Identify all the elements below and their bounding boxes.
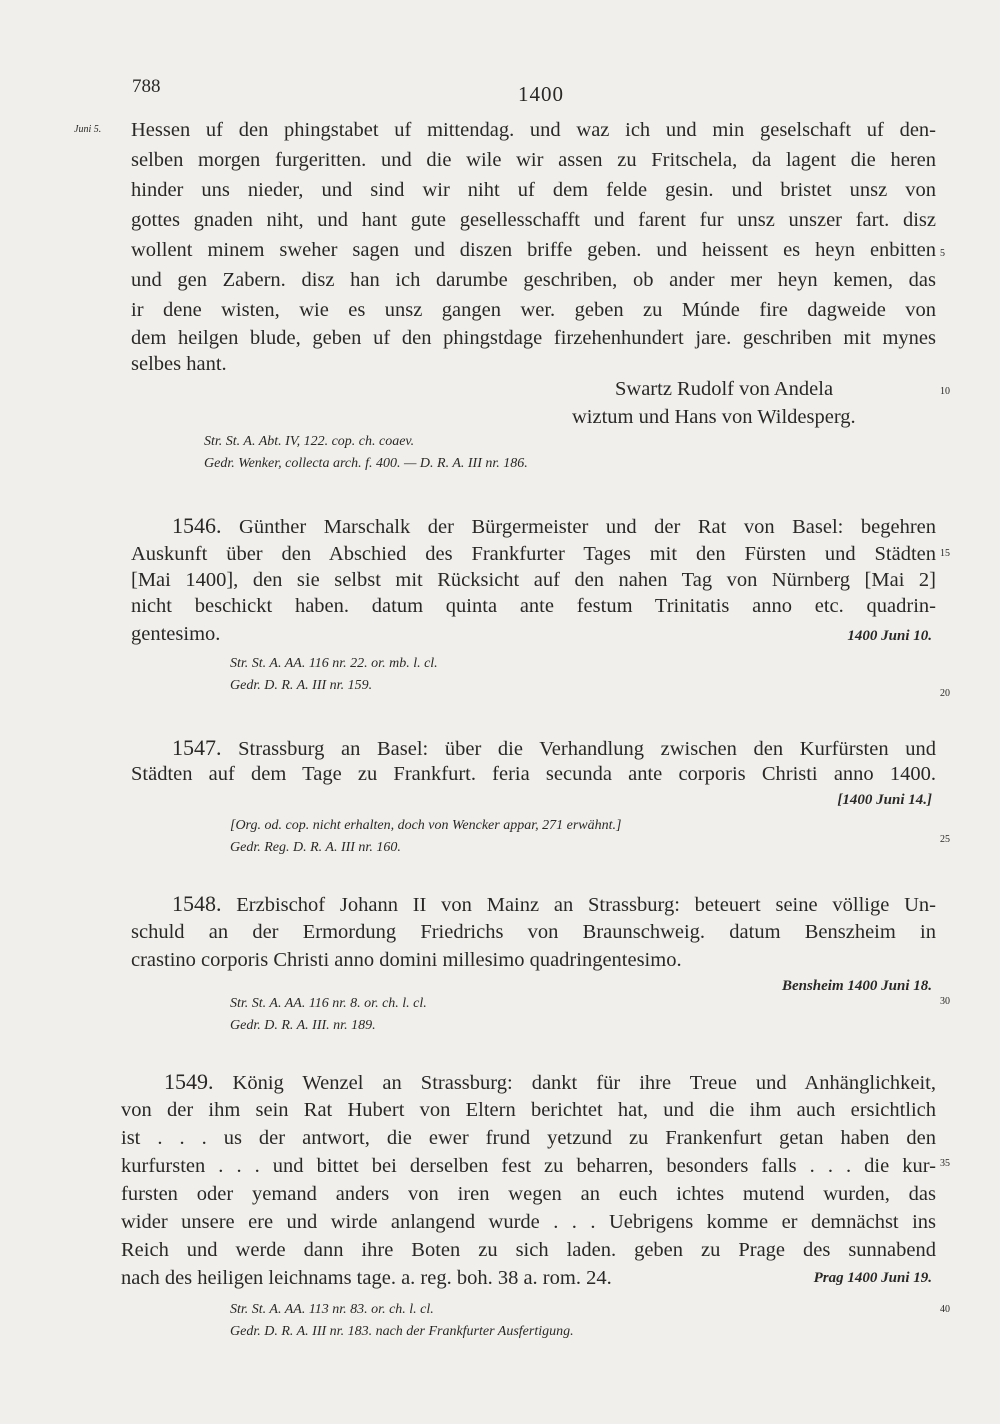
entry-date: Bensheim 1400 Juni 18.	[781, 978, 932, 994]
source-citation: Gedr. D. R. A. III. nr. 189.	[230, 1018, 376, 1033]
entry-date: Prag 1400 Juni 19.	[813, 1270, 932, 1286]
entry-heading: König Wenzel an Strassburg: dankt für ihre Treue und Anhänglichkeit,	[213, 1072, 936, 1094]
entry-number: 1548.	[172, 891, 222, 916]
body-text-line: kurfursten . . . und bittet bei derselben fest zu beharren, besonders falls . . . die kur-	[121, 1155, 936, 1177]
body-text-line: schuld an der Ermordung Friedrichs von Braunschweig. datum Benszheim in	[131, 921, 936, 943]
source-citation: Gedr. Reg. D. R. A. III nr. 160.	[230, 840, 401, 855]
line-number: 40	[940, 1304, 950, 1315]
body-text-line: ir dene wisten, wie es unsz gangen wer. geben zu Múnde fire dagweide von	[131, 299, 936, 321]
body-text-line: nach des heiligen leichnams tage. a. reg. boh. 38 a. rom. 24.	[121, 1267, 612, 1289]
entry-number: 1549.	[164, 1069, 214, 1094]
source-citation: Str. St. A. AA. 116 nr. 22. or. mb. l. cl.	[230, 656, 438, 671]
body-text-line: und gen Zabern. disz han ich darumbe geschriben, ob ander mer heyn kemen, das	[131, 269, 936, 291]
entry-heading: Günther Marschalk der Bürgermeister und der Rat von Basel: begehren	[221, 516, 936, 538]
body-text-line: dem heilgen blude, geben uf den phingstdage firzehenhundert jare. geschriben mit mynes	[131, 327, 936, 349]
body-text-line: Städten auf dem Tage zu Frankfurt. feria secunda ante corporis Christi anno 1400.	[131, 763, 936, 785]
body-text-line: nicht beschickt haben. datum quinta ante festum Trinitatis anno etc. quadrin-	[131, 595, 936, 617]
entry-first-line	[172, 514, 936, 539]
running-head: 1400	[518, 82, 564, 106]
body-text-line: gottes gnaden niht, und hant gute gesellesschafft und farent fur unsz unszer fart. disz	[131, 209, 936, 231]
line-number: 20	[940, 688, 950, 699]
entry-heading: Strassburg an Basel: über die Verhandlung zwischen den Kurfürsten und	[221, 738, 936, 760]
line-number: 15	[940, 548, 950, 559]
line-number: 30	[940, 996, 950, 1007]
source-citation: Str. St. A. AA. 116 nr. 8. or. ch. l. cl.	[230, 996, 427, 1011]
signature-line: wiztum und Hans von Wildesperg.	[572, 406, 856, 428]
entry-first-line	[172, 892, 936, 917]
line-number: 10	[940, 386, 950, 397]
body-text-line: von der ihm sein Rat Hubert von Eltern berichtet hat, und die ihm auch ersichtlich	[121, 1099, 936, 1121]
body-text-line: crastino corporis Christi anno domini millesimo quadringentesimo.	[131, 949, 682, 971]
line-number: 25	[940, 834, 950, 845]
entry-first-line	[164, 1070, 936, 1095]
body-text-line: wollent minem sweher sagen und diszen briffe geben. und heissent es heyn enbitten	[131, 239, 936, 261]
margin-date: Juni 5.	[74, 124, 102, 135]
source-citation: Gedr. Wenker, collecta arch. f. 400. — D. R. A. III nr. 186.	[204, 456, 528, 471]
body-text-line: ist . . . us der antwort, die ewer frund yetzund zu Frankenfurt getan haben den	[121, 1127, 936, 1149]
source-citation: Gedr. D. R. A. III nr. 159.	[230, 678, 373, 693]
line-number: 35	[940, 1158, 950, 1169]
entry-first-line	[172, 736, 936, 761]
source-citation: [Org. od. cop. nicht erhalten, doch von Wencker appar, 271 erwähnt.]	[230, 818, 622, 833]
source-citation: Str. St. A. AA. 113 nr. 83. or. ch. l. cl.	[230, 1302, 434, 1317]
entry-number: 1547.	[172, 735, 222, 760]
signature-line: Swartz Rudolf von Andela	[615, 378, 834, 400]
body-text-line: selben morgen furgeritten. und die wile wir assen zu Fritschela, da lagent die heren	[131, 149, 936, 171]
entry-number: 1546.	[172, 513, 222, 538]
body-text-line: fursten oder yemand anders von iren wegen an euch ichtes mutend wurden, das	[121, 1183, 936, 1205]
body-text-line: wider unsere ere und wirde anlangend wurde . . . Uebrigens komme er demnächst ins	[121, 1211, 936, 1233]
body-text-line: Hessen uf den phingstabet uf mittendag. und waz ich und min geselschaft uf den-	[131, 119, 936, 141]
body-text-line: [Mai 1400], den sie selbst mit Rücksicht auf den nahen Tag von Nürnberg [Mai 2]	[131, 569, 936, 591]
line-number: 5	[940, 248, 945, 259]
body-text-line: Auskunft über den Abschied des Frankfurter Tages mit den Fürsten und Städten	[131, 543, 936, 565]
entry-heading: Erzbischof Johann II von Mainz an Strassburg: beteuert seine völlige Un-	[221, 894, 936, 916]
body-text-line: Reich und werde dann ihre Boten zu sich laden. geben zu Prage des sunnabend	[121, 1239, 936, 1261]
entry-date: [1400 Juni 14.]	[837, 792, 932, 808]
entry-date: 1400 Juni 10.	[847, 628, 932, 644]
body-text-line: selbes hant.	[131, 353, 227, 375]
source-citation: Str. St. A. Abt. IV, 122. cop. ch. coaev.	[204, 434, 415, 449]
body-text-line: hinder uns nieder, und sind wir niht uf dem felde gesin. und bristet unsz von	[131, 179, 936, 201]
source-citation: Gedr. D. R. A. III nr. 183. nach der Frankfurter Ausfertigung.	[230, 1324, 574, 1339]
body-text-line: gentesimo.	[131, 623, 221, 645]
page-number: 788	[132, 76, 161, 97]
